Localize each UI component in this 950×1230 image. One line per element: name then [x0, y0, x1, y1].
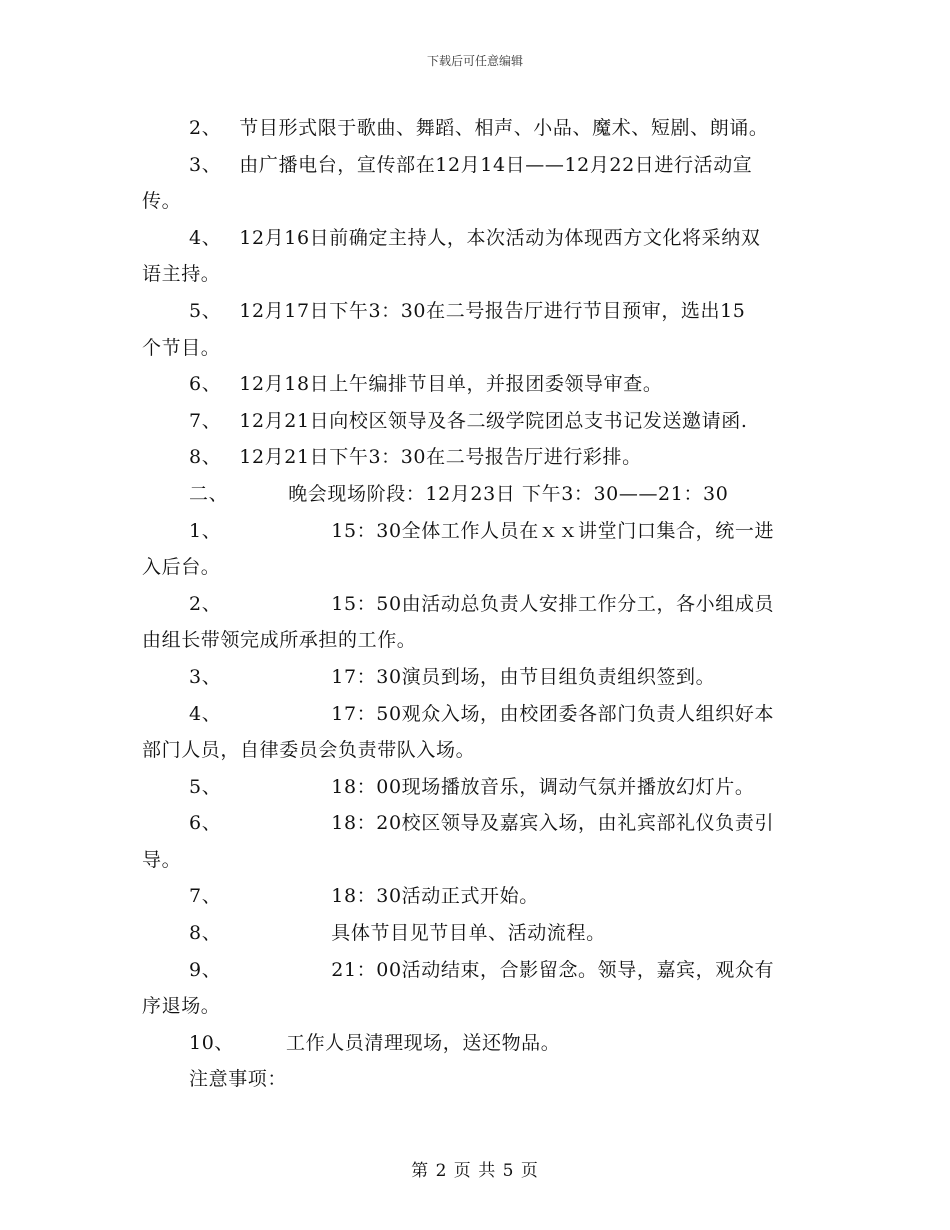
- item-text: 12月17日下午3：30在二号报告厅进行节目预审，选出15: [239, 299, 746, 322]
- step-number: 9、: [189, 958, 222, 981]
- item-number: 7、: [189, 409, 222, 432]
- step-number: 8、: [189, 922, 222, 945]
- step-7: [142, 878, 814, 915]
- list-item-8: [142, 439, 814, 476]
- step-number: 10、: [189, 1031, 234, 1054]
- item-text: 12月21日下午3：30在二号报告厅进行彩排。: [239, 446, 642, 469]
- step-text: 18：30活动正式开始。: [331, 885, 539, 908]
- section-heading-2: [142, 476, 814, 513]
- step-number: 7、: [189, 885, 222, 908]
- page-header: 下载后可任意编辑: [426, 54, 523, 68]
- page-footer: 第 2 页 共 5 页: [411, 1161, 539, 1181]
- notes-heading: 注意事项：: [189, 1068, 288, 1091]
- step-number: 2、: [189, 592, 222, 615]
- step-9: [142, 952, 814, 989]
- step-number: 4、: [189, 702, 222, 725]
- step-text: 18：00现场播放音乐，调动气氛并播放幻灯片。: [331, 775, 755, 798]
- step-6: [142, 805, 814, 842]
- step-text: 17：50观众入场，由校团委各部门负责人组织好本: [331, 702, 775, 725]
- item-text: 节目形式限于歌曲、舞蹈、相声、小品、魔术、短剧、朗诵。: [239, 117, 769, 139]
- step-1: [142, 513, 814, 550]
- list-item-4: [142, 220, 814, 257]
- step-2: [142, 586, 814, 623]
- item-text: 12月18日上午编排节目单，并报团委领导审查。: [239, 373, 663, 396]
- step-text: 18：20校区领导及嘉宾入场，由礼宾部礼仪负责引: [331, 812, 775, 835]
- step-text: 工作人员清理现场，送还物品。: [285, 1031, 561, 1054]
- step-text: 15：50由活动总负责人安排工作分工，各小组成员: [331, 592, 775, 615]
- list-item-3: [142, 147, 814, 184]
- list-item-2: [142, 110, 814, 147]
- list-item-7: [142, 403, 814, 440]
- item-number: 5、: [189, 299, 222, 322]
- step-10: [142, 1025, 814, 1062]
- step-3: [142, 659, 814, 696]
- item-number: 3、: [189, 153, 222, 176]
- step-text: 具体节目见节目单、活动流程。: [331, 922, 606, 945]
- section-number: 二、: [189, 482, 229, 505]
- step-number: 1、: [189, 519, 222, 542]
- step-number: 6、: [189, 812, 222, 835]
- step-5: [142, 769, 814, 806]
- step-text: 17：30演员到场，由节目组负责组织签到。: [331, 665, 716, 688]
- step-2-continuation: 由组长带领完成所承担的工作。: [142, 629, 417, 652]
- list-item-3-continuation: 传。: [142, 190, 182, 213]
- step-6-continuation: 导。: [142, 848, 182, 871]
- step-text: 21：00活动结束，合影留念。领导，嘉宾，观众有: [331, 958, 775, 981]
- step-4-continuation: 部门人员，自律委员会负责带队入场。: [142, 739, 476, 762]
- item-text: 12月16日前确定主持人，本次活动为体现西方文化将采纳双: [239, 226, 761, 249]
- step-4: [142, 696, 814, 733]
- step-text: 15：30全体工作人员在ｘｘ讲堂门口集合，统一进: [331, 519, 775, 542]
- step-8: [142, 915, 814, 952]
- item-number: 2、: [189, 117, 222, 139]
- step-number: 5、: [189, 775, 222, 798]
- step-number: 3、: [189, 665, 222, 688]
- document-body: [142, 110, 814, 1098]
- item-text: 由广播电台，宣传部在12月14日——12月22日进行活动宣: [239, 153, 753, 176]
- item-text: 12月21日向校区领导及各二级学院团总支书记发送邀请函.: [239, 409, 748, 432]
- list-item-4-continuation: 语主持。: [142, 263, 221, 286]
- list-item-5-continuation: 个节目。: [142, 336, 221, 359]
- list-item-6: [142, 366, 814, 403]
- item-number: 6、: [189, 373, 222, 396]
- step-1-continuation: 入后台。: [142, 556, 221, 579]
- item-number: 8、: [189, 446, 222, 469]
- list-item-5: [142, 293, 814, 330]
- item-number: 4、: [189, 226, 222, 249]
- step-9-continuation: 序退场。: [142, 995, 221, 1018]
- section-title: 晚会现场阶段：12月23日 下午3：30——21：30: [288, 482, 729, 505]
